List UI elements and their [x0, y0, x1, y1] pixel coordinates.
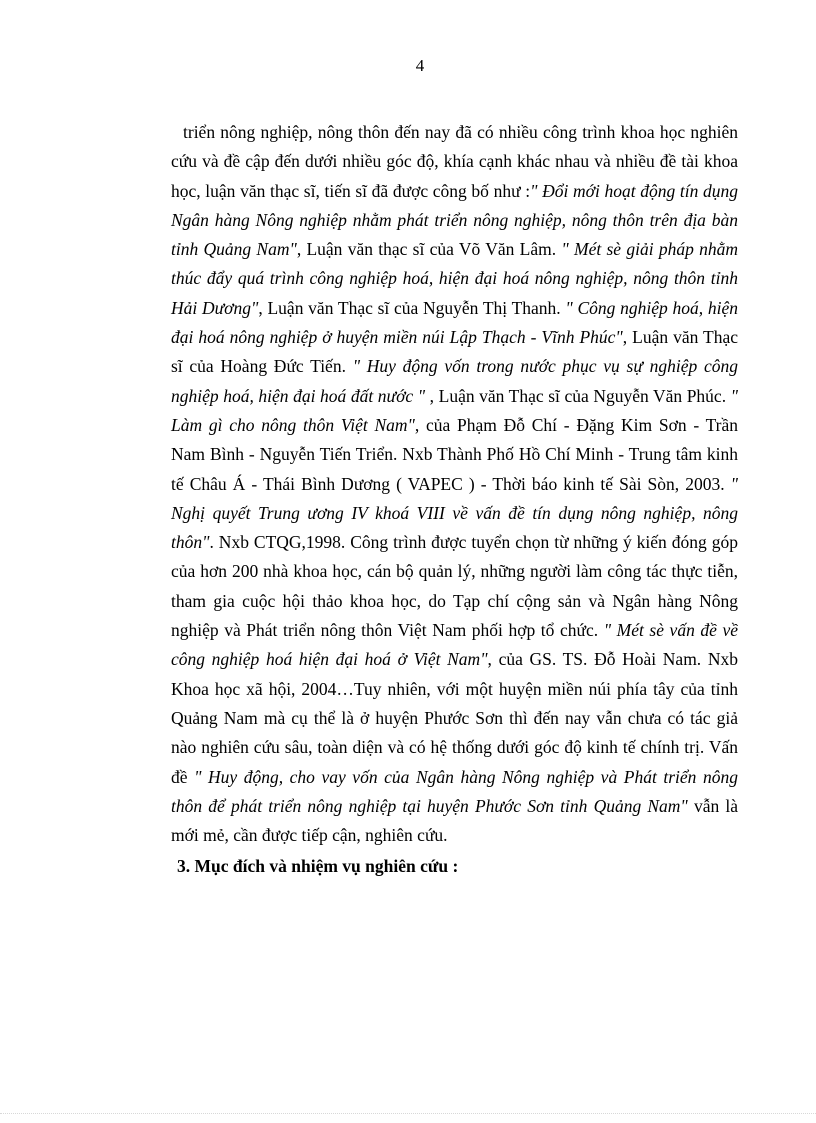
- research-topic-title: " Huy động, cho vay vốn của Ngân hàng Nông nghiệp và Phát triển nông thôn để phát triển nông nghiệp tại huyện Phước Sơn tỉnh Quảng Nam": [171, 766, 738, 816]
- text-run: . Nxb CTQG,1998. Công trình được tuyển chọn từ những ý kiến đóng góp của hơn 200 nhà khoa học, cán bộ quản lý, những người làm công tác thực tiễn, tham gia cuộc hội thảo khoa học, do Tạp chí cộng sản và Ngân hàng Nông nghiệp và Phát triển nông thôn Việt Nam phối hợp tổ chức.: [171, 532, 738, 641]
- body-text: [171, 118, 738, 882]
- cited-work-title: " Đổi mới hoạt động tín dụng Ngân hàng Nông nghiệp nhằm phát triển nông nghiệp, nông thôn trên địa bàn tỉnh Quảng Nam": [171, 180, 738, 260]
- text-run: triển nông nghiệp, nông thôn đến nay đã có nhiều công trình khoa học nghiên cứu và đề cập đến dưới nhiều góc độ, khía cạnh khác nhau và nhiều đề tài khoa học, luận văn thạc sĩ, tiến sĩ đã được công bố như :: [171, 122, 738, 201]
- cited-work-title: " Mét sè giải pháp nhằm thúc đẩy quá trình công nghiệp hoá, hiện đại hoá nông nghiệp, nông thôn tỉnh Hải Dương": [171, 239, 738, 318]
- section-heading: 3. Mục đích và nhiệm vụ nghiên cứu :: [177, 856, 459, 877]
- text-run: vẫn là mới mẻ, cần được tiếp cận, nghiên cứu.: [171, 795, 738, 846]
- cited-work-title: " Nghị quyết Trung ương IV khoá VIII về vấn đề tín dụng nông nghiệp, nông thôn": [171, 473, 738, 553]
- cited-work-title: " Huy động vốn trong nước phục vụ sự nghiệp công nghiệp hoá, hiện đại hoá đất nước ": [171, 356, 739, 406]
- cited-work-title: " Công nghiệp hoá, hiện đại hoá nông nghiệp ở huyện miền núi Lập Thạch - Vĩnh Phúc": [171, 297, 739, 348]
- cited-work-title: " Mét sè vấn đề về công nghiệp hoá hiện đại hoá ở Việt Nam": [171, 620, 739, 670]
- text-run: , Luận văn Thạc sĩ của Nguyễn Văn Phúc.: [425, 385, 731, 406]
- literature-review-paragraph: [171, 118, 738, 850]
- page-bottom-border: [0, 1113, 816, 1114]
- text-run: , của Phạm Đỗ Chí - Đặng Kim Sơn - Trần Nam Bình - Nguyễn Tiến Triển. Nxb Thành Phố Hồ Chí Minh - Trung tâm kinh tế Châu Á - Thái Bình Dương ( VAPEC ) - Thời báo kinh tế Sài Sòn, 2003.: [171, 414, 738, 494]
- page-number: 4: [415, 56, 425, 75]
- text-run: , Luận văn thạc sĩ của Võ Văn Lâm.: [296, 239, 562, 260]
- cited-work-title: " Làm gì cho nông thôn Việt Nam": [171, 385, 739, 435]
- text-run: , Luận văn Thạc sĩ của Nguyễn Thị Thanh.: [258, 297, 566, 318]
- text-run: , Luận văn Thạc sĩ của Hoàng Đức Tiến.: [171, 327, 738, 377]
- text-run: , của GS. TS. Đỗ Hoài Nam. Nxb Khoa học xã hội, 2004…Tuy nhiên, với một huyện miền núi phía tây của tỉnh Quảng Nam mà cụ thể là ở huyện Phước Sơn thì đến nay vẫn chưa có tác giả nào nghiên cứu sâu, toàn diện và có hệ thống dưới góc độ kinh tế chính trị. Vấn đề: [171, 649, 738, 787]
